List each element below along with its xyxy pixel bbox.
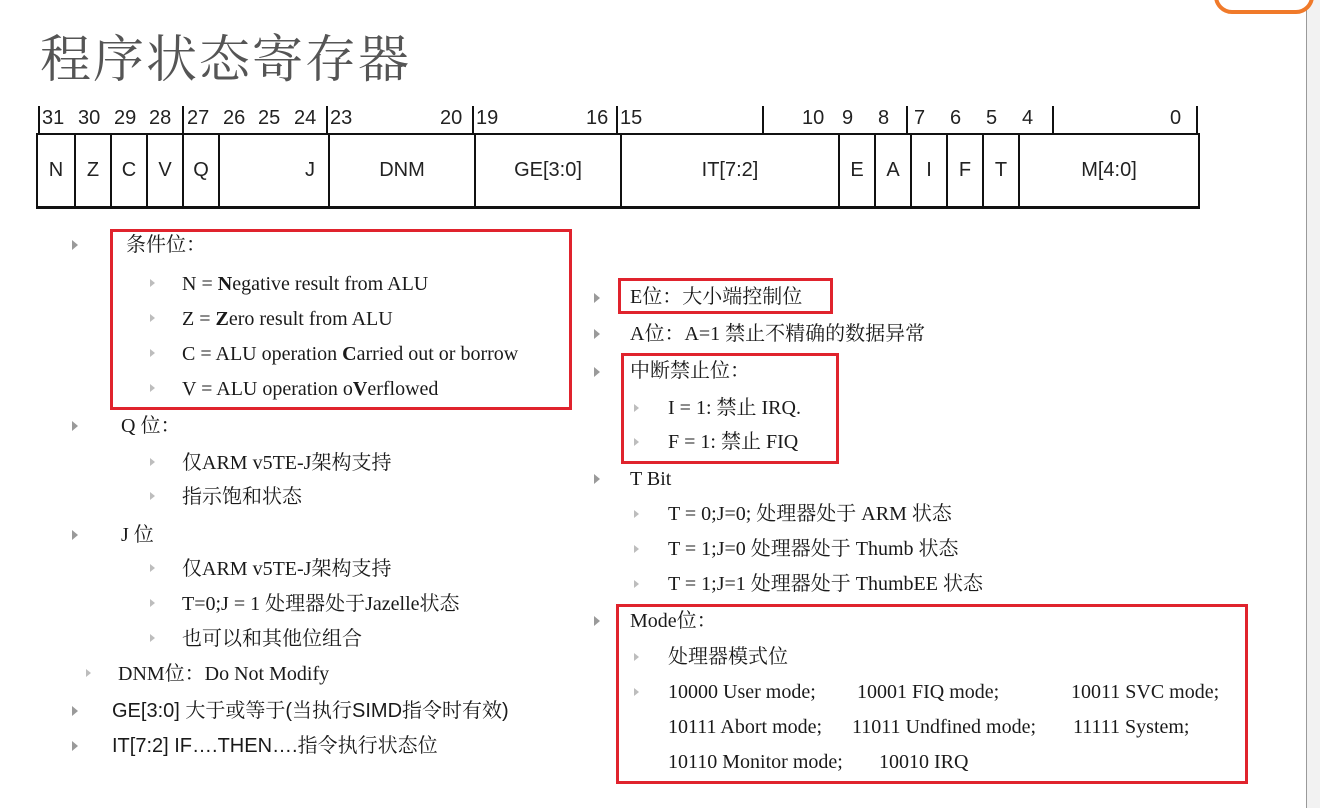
bit-number: 4 — [1022, 107, 1034, 129]
field-t: T — [982, 135, 1018, 206]
mode-user: 10000 User mode; — [668, 681, 816, 703]
bullet-icon — [594, 329, 600, 339]
cond-z-line: Z = Zero result from ALU — [182, 308, 393, 330]
it-line: IT[7:2] IF….THEN….指令执行状态位 — [112, 735, 438, 757]
corner-badge — [1214, 0, 1314, 14]
dnm-line: DNM位：Do Not Modify — [118, 663, 330, 685]
bit-tick — [1052, 106, 1054, 134]
mode-undefined: 11011 Undfined mode; — [852, 716, 1037, 738]
mode-system: 11111 System; — [1073, 716, 1190, 738]
bullet-icon — [150, 349, 155, 357]
bit-tick — [762, 106, 764, 134]
bit-number: 27 — [187, 107, 210, 129]
bit-number: 8 — [878, 107, 890, 129]
tbit-item-1: T = 0;J=0; 处理器处于 ARM 状态 — [668, 503, 952, 525]
bullet-icon — [634, 438, 639, 446]
bullet-icon — [594, 474, 600, 484]
bullet-icon — [150, 314, 155, 322]
bullet-icon — [72, 741, 78, 751]
field-dnm: DNM — [328, 135, 474, 206]
bit-number: 9 — [842, 107, 854, 129]
bullet-icon — [150, 492, 155, 500]
field-f: F — [946, 135, 982, 206]
q-item-2: 指示饱和状态 — [182, 486, 302, 508]
bit-number: 31 — [42, 107, 65, 129]
bit-tick — [1196, 106, 1198, 134]
scrollbar-track[interactable] — [1307, 0, 1320, 808]
field-i: I — [910, 135, 946, 206]
bullet-icon — [150, 458, 155, 466]
psr-register-diagram — [36, 102, 1200, 208]
field-reserved — [218, 135, 292, 206]
bit-number: 10 — [802, 107, 825, 129]
bullet-icon — [72, 706, 78, 716]
bullet-icon — [634, 510, 639, 518]
bullet-icon — [150, 599, 155, 607]
bit-tick — [906, 106, 908, 134]
bullet-icon — [150, 634, 155, 642]
bit-number: 7 — [914, 107, 926, 129]
field-z: Z — [74, 135, 110, 206]
bullet-icon — [86, 669, 91, 677]
bullet-icon — [634, 580, 639, 588]
mode-irq: 10010 IRQ — [879, 751, 969, 773]
cond-v-line: V = ALU operation oVerflowed — [182, 378, 439, 400]
a-line: A位：A=1 禁止不精确的数据异常 — [630, 323, 926, 345]
tbit-item-3: T = 1;J=1 处理器处于 ThumbEE 状态 — [668, 573, 983, 595]
tbit-title: T Bit — [630, 468, 672, 490]
bit-tick — [326, 106, 328, 134]
j-item-2: T=0;J = 1 处理器处于Jazelle状态 — [182, 593, 460, 615]
field-n: N — [48, 159, 64, 181]
mode-fiq: 10001 FIQ mode; — [857, 681, 1000, 703]
mode-title: Mode位： — [630, 610, 717, 632]
mode-monitor: 10110 Monitor mode; — [668, 751, 843, 773]
field-j: J — [305, 159, 315, 181]
interrupt-i: I = 1: 禁止 IRQ. — [668, 397, 801, 419]
bullet-icon — [72, 421, 78, 431]
bullet-icon — [150, 279, 155, 287]
cond-c-line: C = ALU operation Carried out or borrow — [182, 343, 519, 365]
bit-tick — [182, 106, 184, 134]
interrupt-title: 中断禁止位： — [630, 360, 750, 382]
bullet-icon — [634, 688, 639, 696]
mode-abort: 10111 Abort mode; — [668, 716, 823, 738]
bit-number: 0 — [1170, 107, 1182, 129]
page-title: 程序状态寄存器 — [40, 31, 412, 90]
e-line: E位：大小端控制位 — [630, 286, 803, 308]
field-mode: M[4:0] — [1018, 135, 1198, 206]
ge-line: GE[3:0] 大于或等于(当执行SIMD指令时有效) — [112, 700, 509, 722]
bit-number: 25 — [258, 107, 281, 129]
register-field-row — [36, 133, 1200, 209]
bit-number: 23 — [330, 107, 353, 129]
q-item-1: 仅ARM v5TE-J架构支持 — [182, 452, 392, 474]
cond-n-line: N = Negative result from ALU — [182, 273, 429, 295]
bullet-icon — [72, 530, 78, 540]
bit-number: 28 — [149, 107, 172, 129]
bit-number: 15 — [620, 107, 643, 129]
bit-number: 5 — [986, 107, 998, 129]
bit-tick — [616, 106, 618, 134]
mode-svc: 10011 SVC mode; — [1071, 681, 1220, 703]
j-item-1: 仅ARM v5TE-J架构支持 — [182, 558, 392, 580]
j-item-3: 也可以和其他位组合 — [182, 628, 362, 650]
tbit-item-2: T = 1;J=0 处理器处于 Thumb 状态 — [668, 538, 959, 560]
field-q: Q — [182, 135, 218, 206]
bit-number: 26 — [223, 107, 246, 129]
bit-tick — [38, 106, 40, 134]
bullet-icon — [594, 367, 600, 377]
field-c: C — [110, 135, 146, 206]
bit-number: 24 — [294, 107, 317, 129]
field-a: A — [874, 135, 910, 206]
field-e: E — [838, 135, 874, 206]
bullet-icon — [634, 404, 639, 412]
mode-item-1: 处理器模式位 — [668, 646, 788, 668]
j-title: J 位 — [121, 524, 154, 546]
bit-number: 6 — [950, 107, 962, 129]
bullet-icon — [72, 240, 78, 250]
field-v: V — [146, 135, 182, 206]
cond-title: 条件位： — [126, 234, 206, 256]
bit-tick — [472, 106, 474, 134]
bullet-icon — [594, 293, 600, 303]
bullet-icon — [634, 545, 639, 553]
interrupt-f: F = 1: 禁止 FIQ — [668, 431, 799, 453]
bullet-icon — [150, 384, 155, 392]
bit-number: 16 — [586, 107, 609, 129]
page-edge-divider — [1306, 0, 1307, 808]
bit-number: 30 — [78, 107, 101, 129]
q-title: Q 位： — [121, 415, 181, 437]
bit-number: 19 — [476, 107, 499, 129]
field-it: IT[7:2] — [620, 135, 838, 206]
bit-number: 29 — [114, 107, 137, 129]
bit-number: 20 — [440, 107, 463, 129]
bullet-icon — [634, 653, 639, 661]
field-ge: GE[3:0] — [474, 135, 620, 206]
bullet-icon — [594, 616, 600, 626]
bullet-icon — [150, 564, 155, 572]
